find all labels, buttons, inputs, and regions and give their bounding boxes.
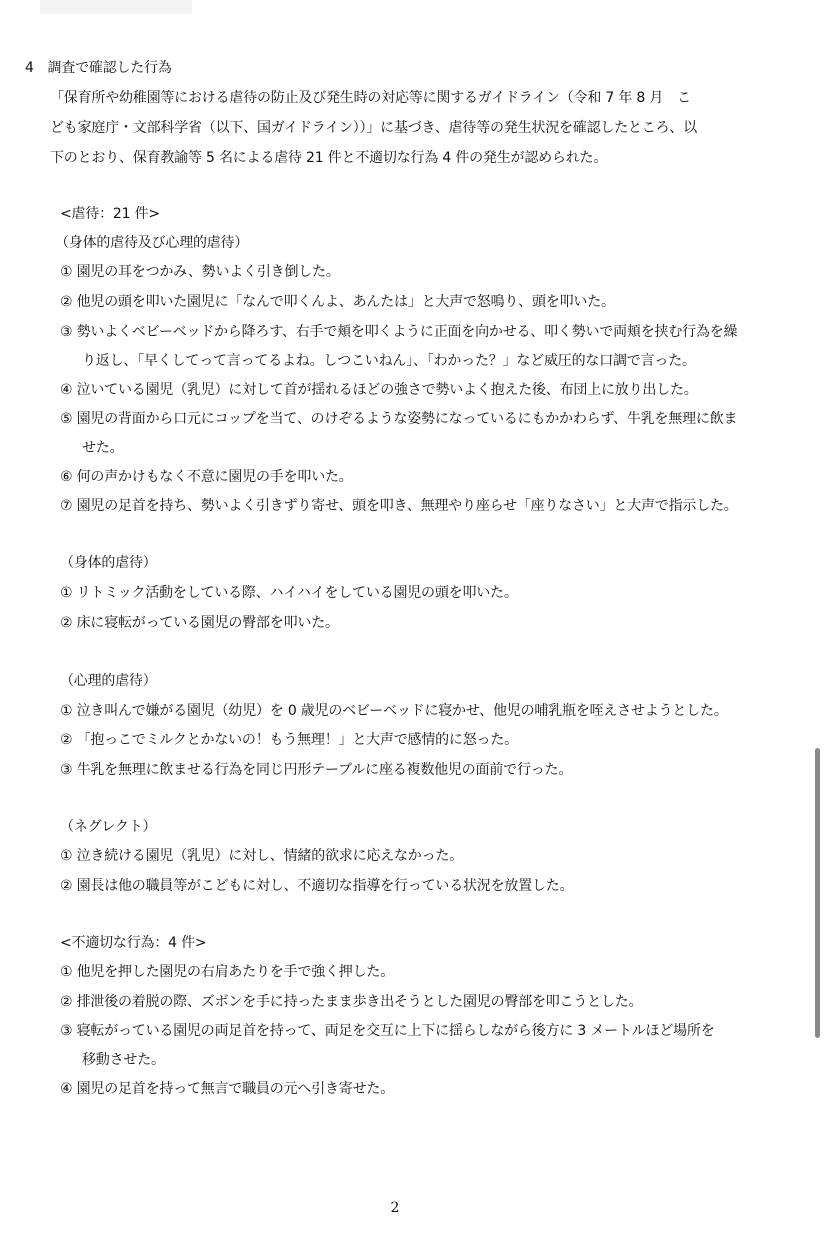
list-item-continuation: せた。 — [82, 440, 124, 456]
list-item: ① 泣き叫んで嫌がる園児（幼児）を 0 歳児のベビーベッドに寝かせ、他児の哺乳瓶を咥えさせようとした。 — [60, 703, 728, 719]
subsection-title: （身体的虐待） — [60, 555, 157, 571]
list-item: ② 排泄後の着脱の際、ズボンを手に持ったまま歩き出そうとした園児の臀部を叩こうとした。 — [60, 994, 643, 1010]
intro-line: ども家庭庁・文部科学省（以下、国ガイドライン））」に基づき、虐待等の発生状況を確認したところ、以 — [50, 120, 697, 136]
abuse-count-header: <虐待：21 件> — [60, 206, 160, 222]
list-item: ② 園長は他の職員等がこどもに対し、不適切な指導を行っている状況を放置した。 — [60, 878, 574, 894]
list-item: ① 泣き続ける園児（乳児）に対し、情緒的欲求に応えなかった。 — [60, 848, 463, 864]
list-item-continuation: 移動させた。 — [82, 1052, 165, 1068]
list-item: ⑥ 何の声かけもなく不意に園児の手を叩いた。 — [60, 469, 353, 485]
subsection-title: （心理的虐待） — [60, 673, 157, 689]
list-item: ② 床に寝転がっている園児の臀部を叩いた。 — [60, 615, 339, 631]
intro-line: 「保育所や幼稚園等における虐待の防止及び発生時の対応等に関するガイドライン（令和 7 年 8 月 こ — [50, 90, 691, 106]
list-item: ① リトミック活動をしている際、ハイハイをしている園児の頭を叩いた。 — [60, 585, 518, 601]
subsection-title: （身体的虐待及び心理的虐待） — [55, 235, 249, 251]
scrollbar-thumb[interactable] — [815, 748, 820, 1038]
list-item: ① 他児を押した園児の右肩あたりを手で強く押した。 — [60, 964, 394, 980]
subsection-title: （ネグレクト） — [60, 819, 157, 835]
list-item: ④ 泣いている園児（乳児）に対して首が揺れるほどの強さで勢いよく抱えた後、布団上に放り出した。 — [60, 382, 698, 398]
list-item: ③ 寝転がっている園児の両足首を持って、両足を交互に上下に揺らしながら後方に 3 メートルほど場所を — [60, 1023, 715, 1039]
list-item: ① 園児の耳をつかみ、勢いよく引き倒した。 — [60, 264, 340, 280]
list-item: ② 「抱っこでミルクとかないの！もう無理！」と大声で感情的に怒った。 — [60, 732, 518, 748]
page-number: 2 — [390, 1200, 400, 1216]
inappropriate-count-header: <不適切な行為：4 件> — [60, 935, 207, 951]
list-item: ③ 牛乳を無理に飲ませる行為を同じ円形テーブルに座る複数他児の面前で行った。 — [60, 762, 573, 778]
list-item: ③ 勢いよくベビーベッドから降ろす、右手で頬を叩くように正面を向かせる、叩く勢いで両頬を挟む行為を繰 — [60, 324, 738, 340]
section-heading: 4 調査で確認した行為 — [25, 60, 172, 76]
list-item: ④ 園児の足首を持って無言で職員の元へ引き寄せた。 — [60, 1081, 394, 1097]
list-item: ② 他児の頭を叩いた園児に「なんで叩くんよ、あんたは」と大声で怒鳴り、頭を叩いた。 — [60, 294, 615, 310]
intro-line: 下のとおり、保育教諭等 5 名による虐待 21 件と不適切な行為 4 件の発生が認められた。 — [50, 150, 608, 166]
list-item-continuation: り返し、「早くしてって言ってるよね。しつこいねん」、「わかった？」など威圧的な口調で言った。 — [82, 353, 696, 369]
list-item: ⑦ 園児の足首を持ち、勢いよく引きずり寄せ、頭を叩き、無理やり座らせ「座りなさい」と大声で指示した。 — [60, 498, 738, 514]
list-item: ⑤ 園児の背面から口元にコップを当て、のけぞるような姿勢になっているにもかかわらず、牛乳を無理に飲ま — [60, 411, 738, 427]
